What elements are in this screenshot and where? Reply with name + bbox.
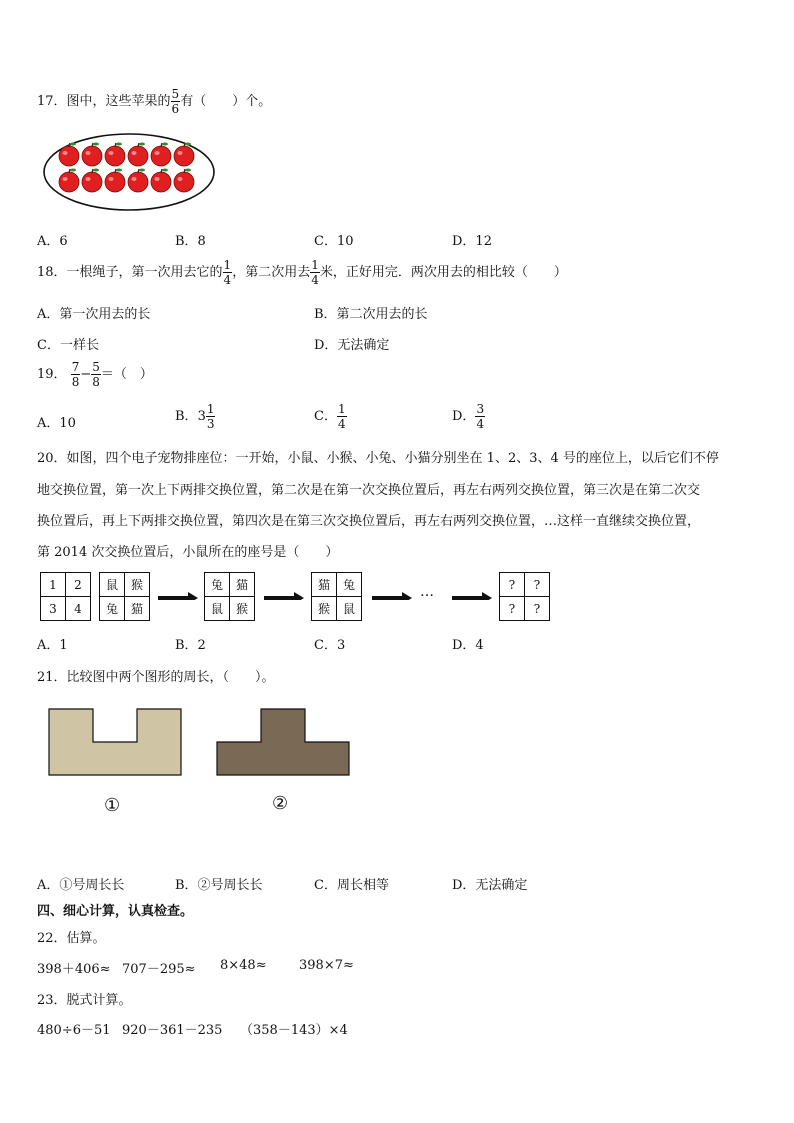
arrow-icon (158, 592, 198, 600)
shape-2 (216, 708, 352, 778)
shape-1-outline (49, 709, 181, 775)
q20-line-2: 地交换位置，第一次上下两排交换位置，第二次是在第一次交换位置后，再左右两列交换位置，第三次是在第二次交 (37, 483, 701, 498)
q21-option-a[interactable]: A．①号周长长 (37, 878, 125, 893)
q22-item-1: 398＋406≈ (37, 962, 111, 977)
section-title: 四、细心计算，认真检查。 (37, 904, 194, 919)
q20-line-3: 换位置后，再上下两排交换位置，第四次是在第三次交换位置后，再左右两列交换位置，…这样一直继续交换位置， (37, 514, 701, 529)
q20-option-c[interactable]: C．3 (314, 638, 346, 653)
seat-grid-swap-2: 猫 兔 猴 鼠 (311, 572, 362, 621)
q17-option-a[interactable]: A．6 (37, 234, 68, 249)
q19-fraction-1: $\frac{7}{8}$ (71, 360, 80, 389)
q17-option-d[interactable]: D．12 (452, 234, 492, 249)
q20-option-a[interactable]: A．1 (37, 638, 68, 653)
q22-item-4: 398×7≈ (299, 958, 354, 973)
q18-fraction-2: $\frac{1}{4}$ (311, 258, 319, 287)
q19-option-a[interactable]: A．10 (37, 416, 76, 431)
q23-item-3: （358－143）×4 (240, 1023, 348, 1038)
q18-option-c[interactable]: C．一样长 (37, 338, 99, 353)
q23-item-2: 920－361－235 (122, 1023, 223, 1038)
shape-1 (48, 708, 184, 778)
q19-option-c[interactable]: C． $\frac{1}{4}$ (314, 402, 346, 431)
q22-item-3: 8×48≈ (220, 958, 267, 973)
q19-option-b[interactable]: B．3 $\frac{1}{3}$ (175, 402, 215, 431)
q23-item-1: 480÷6－51 (37, 1023, 111, 1038)
shape-2-label: ② (272, 793, 289, 814)
shape-1-label: ① (104, 795, 121, 816)
q18-option-d[interactable]: D．无法确定 (314, 338, 390, 353)
q19-stem: 19． $\frac{7}{8}$ − $\frac{5}{8}$ ＝（ ） (37, 360, 153, 389)
q19-option-d[interactable]: D． $\frac{3}{4}$ (452, 402, 485, 431)
q17-stem: 17．图中，这些苹果的 $\frac{5}{6}$ 有（ ）个。 (37, 87, 272, 116)
q17-option-c[interactable]: C．10 (314, 234, 354, 249)
q21-option-d[interactable]: D．无法确定 (452, 878, 528, 893)
apple-figure (42, 132, 216, 212)
seat-grid-numbers: 1 2 3 4 (40, 572, 91, 621)
q20-option-b[interactable]: B．2 (175, 638, 206, 653)
q19-fraction-2: $\frac{5}{8}$ (92, 360, 100, 389)
q22-stem: 22．估算。 (37, 931, 106, 946)
shape-2-outline (217, 709, 349, 775)
q18-stem: 18．一根绳子，第一次用去它的 $\frac{1}{4}$ ，第二次用去 $\frac{1}{4}$ 米，正好用完．两次用去的相比较（ ） (37, 258, 567, 287)
arrow-icon (452, 592, 492, 600)
q18-option-b[interactable]: B．第二次用去的长 (314, 307, 428, 322)
q21-option-b[interactable]: B．②号周长长 (175, 878, 263, 893)
q20-line-4: 第 2014 次交换位置后，小鼠所在的座号是（ ） (37, 545, 339, 560)
q18-fraction-1: $\frac{1}{4}$ (223, 258, 232, 287)
seat-grid-start: 鼠 猴 兔 猫 (99, 572, 150, 621)
q21-stem: 21．比较图中两个图形的周长，（ ）。 (37, 670, 275, 685)
arrow-icon (264, 592, 304, 600)
q17-fraction: $\frac{5}{6}$ (171, 87, 180, 116)
q22-item-2: 707－295≈ (122, 962, 196, 977)
q20-option-d[interactable]: D．4 (452, 638, 484, 653)
q20-line-1: 20．如图，四个电子宠物排座位：一开始，小鼠、小猴、小兔、小猫分别坐在 1、2、3、4 号的座位上，以后它们不停 (37, 451, 719, 466)
q17-option-b[interactable]: B．8 (175, 234, 206, 249)
sequence-ellipsis: … (420, 584, 434, 600)
seat-grid-swap-1: 兔 猫 鼠 猴 (204, 572, 255, 621)
q18-option-a[interactable]: A．第一次用去的长 (37, 307, 151, 322)
seat-grid-unknown: ? ? ? ? (499, 572, 550, 621)
arrow-icon (372, 592, 412, 600)
q21-option-c[interactable]: C．周长相等 (314, 878, 389, 893)
q23-stem: 23．脱式计算。 (37, 993, 132, 1008)
